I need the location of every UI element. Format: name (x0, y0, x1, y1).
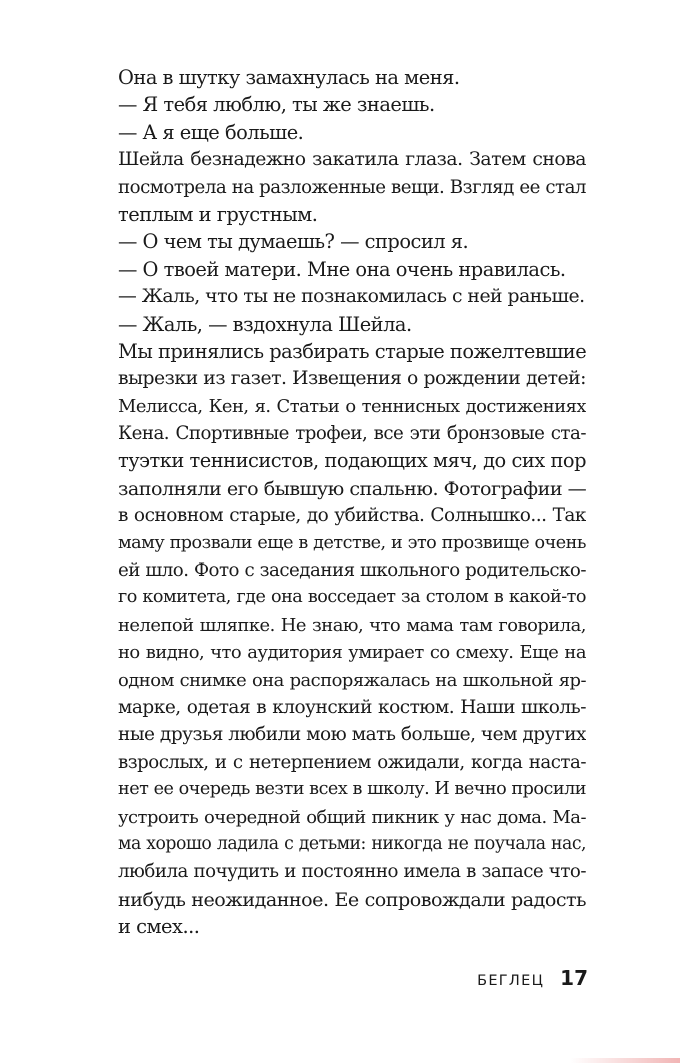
text-line: посмотрела на разложенные вещи. Взгляд ее стал (118, 176, 586, 198)
text-line: — А я еще больше. (118, 120, 304, 144)
text-line: — Я тебя люблю, ты же знаешь. (118, 93, 435, 117)
text-line: теплым и грустным. (118, 202, 318, 226)
text-line: ные друзья любили мою мать больше, чем других (118, 724, 586, 746)
text-line: устроить очередной общий пикник у нас дома. Ма- (118, 806, 586, 828)
text-line: нет ее очередь везти всех в школу. И вечно просили (118, 779, 586, 800)
text-line: нибудь неожиданное. Ее сопровождали радость (118, 887, 586, 911)
text-line: одном снимке она распоряжалась на школьной яр- (118, 669, 586, 691)
text-line: заполняли его бывшую спальню. Фотографии — (118, 476, 586, 500)
text-line: ма хорошо ладила с детьми: никогда не поучала нас, (118, 833, 586, 854)
text-line: Мелисса, Кен, я. Статьи о теннисных достижениях (118, 395, 586, 417)
text-line: Мы принялись разбирать старые пожелтевшие (118, 339, 586, 363)
text-line: — Жаль, что ты не познакомилась с ней раньше. (118, 286, 585, 308)
page-footer (420, 966, 588, 990)
text-line: но видно, что аудитория умирает со смеху. Еще на (118, 642, 586, 664)
page-number: 17 (560, 966, 588, 990)
text-line: маму прозвали еще в детстве, и это прозвище очень (118, 532, 586, 553)
page-body-text (118, 64, 586, 941)
text-line: вырезки из газет. Извещения о рождении детей: (118, 368, 586, 390)
text-line: марке, одетая в клоунский костюм. Наши школь- (118, 696, 586, 718)
text-line: Шейла безнадежно закатила глаза. Затем снова (118, 149, 586, 171)
text-line: — О чем ты думаешь? — спросил я. (118, 230, 469, 254)
text-line: — Жаль, — вздохнула Шейла. (118, 312, 412, 336)
running-title: БЕГЛЕЦ (477, 973, 545, 989)
text-line: любила почудить и постоянно имела в запасе что- (118, 861, 586, 883)
text-line: туэтки теннисистов, подающих мяч, до сих пор (118, 449, 586, 473)
corner-mark (570, 1058, 680, 1063)
text-line: Кена. Спортивные трофеи, все эти бронзовые ста- (118, 423, 586, 445)
text-line: нелепой шляпке. Не знаю, что мама там говорила, (118, 614, 586, 636)
text-line: и смех... (118, 915, 200, 939)
text-line: — О твоей матери. Мне она очень нравилась. (118, 257, 566, 281)
text-line: ей шло. Фото с заседания школьного родительско- (118, 560, 586, 582)
text-line: взрослых, и с нетерпением ожидали, когда наста- (118, 751, 586, 773)
text-line: Она в шутку замахнулась на меня. (118, 66, 460, 89)
text-line: в основном старые, до убийства. Солнышко... Так (118, 505, 586, 527)
text-line: го комитета, где она восседает за столом в какой-то (118, 587, 586, 608)
